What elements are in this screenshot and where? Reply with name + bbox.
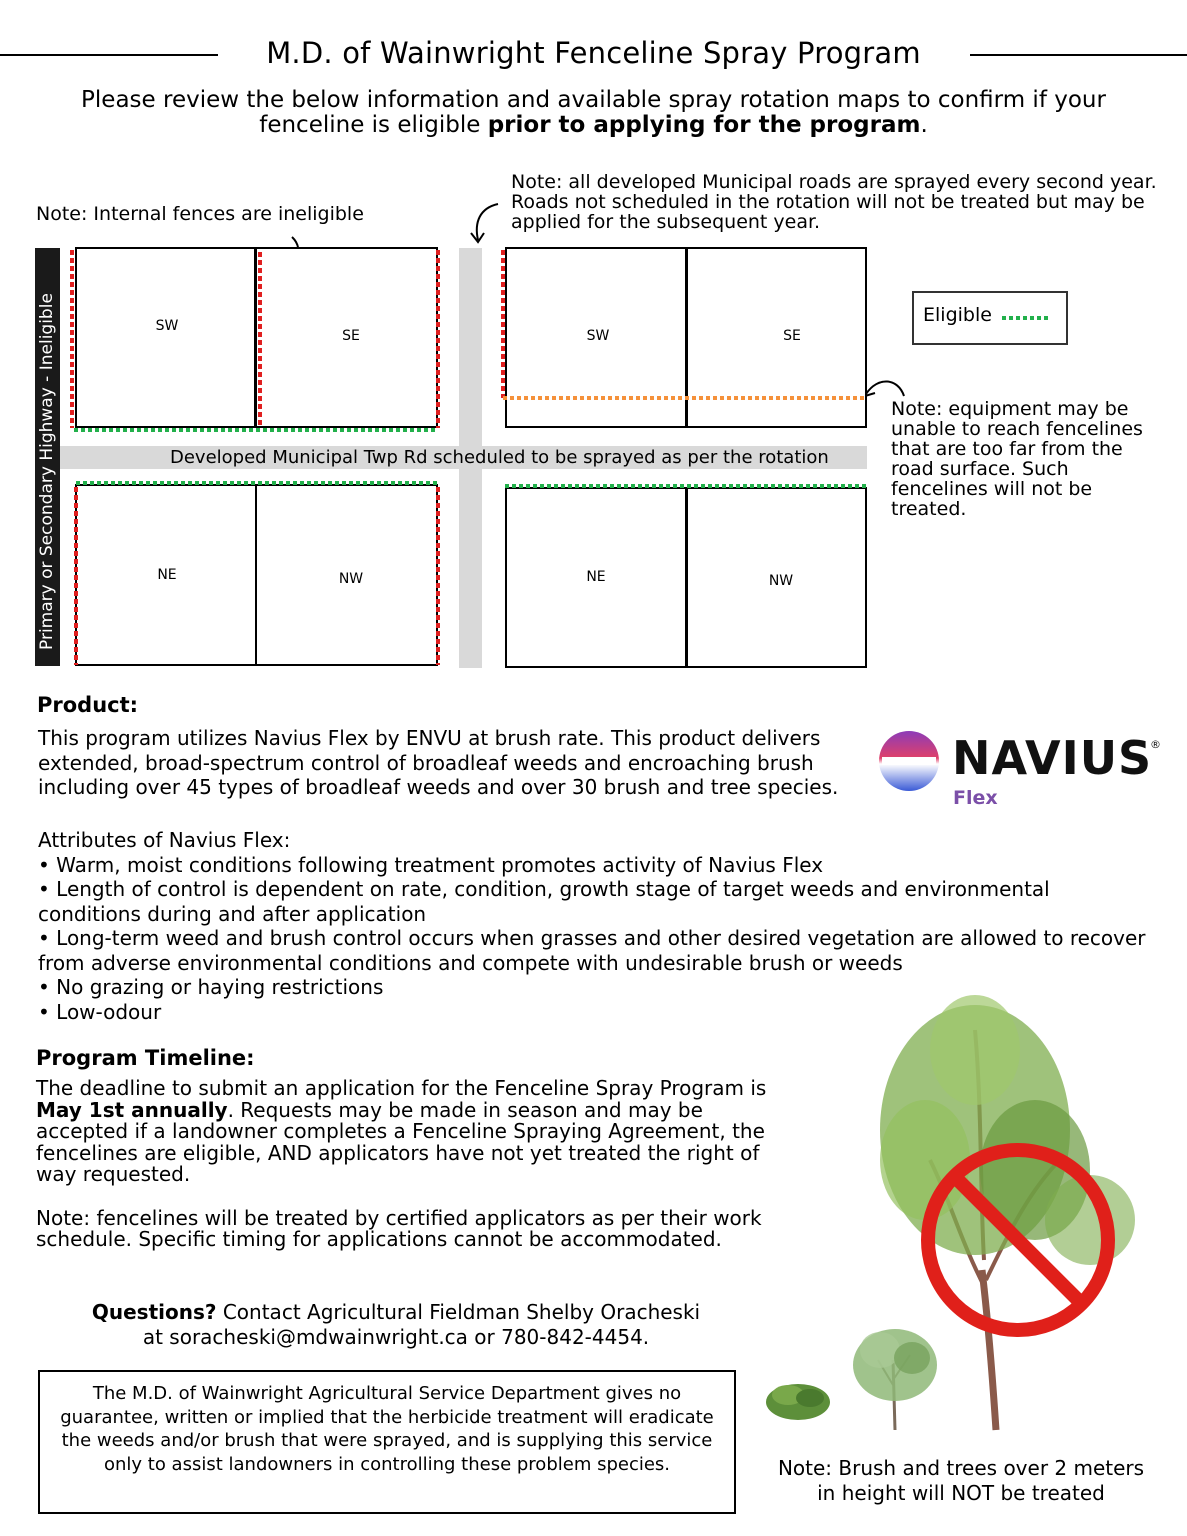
contact-line-1 [40,1300,752,1325]
ineligible-fence-internal [258,252,262,428]
contact-line-1-text: Contact Agricultural Fieldman Shelby Oracheski [216,1300,701,1324]
intro-bold: prior to applying for the program [487,112,921,138]
ineligible-fence-left-bottom [74,487,78,665]
questions-bold: Questions? [91,1300,217,1324]
intro-part1: Please review the below information and available spray rotation maps to confirm if your fenceline is eligible [81,87,1106,138]
deadline-bold: May 1st annually [36,1097,228,1122]
fence-right-bottom [685,487,688,668]
ineligible-fence-right-top [501,250,505,398]
navius-logo-word: NAVIUS [952,731,1153,785]
note-internal-fences: Note: Internal fences are ineligible [36,203,364,225]
legend-eligible-swatch [1002,316,1050,320]
eligible-fence-left-bottom [76,481,438,485]
attribute-item: • Length of control is dependent on rate, condition, growth stage of target weeds and environmental conditions during and after application [38,877,1050,926]
internal-fence-left-top [254,247,257,428]
ineligible-fence-left [70,250,74,428]
intro-text [40,88,1147,138]
fence-right-top [685,247,688,428]
highway-label: Primary or Secondary Highway - Ineligible [37,293,57,650]
ineligible-fence-right [436,250,440,428]
ineligible-fence-right-bottom [436,487,440,665]
disclaimer-box: The M.D. of Wainwright Agricultural Service Department gives no guarantee, written or implied that the herbicide treatment will eradicate the weeds and/or brush that were sprayed, and is supplying this service only to assist landowners in controlling these problem species. [38,1370,736,1514]
timeline-body [36,1078,796,1251]
eligible-fence-left-top [74,428,438,432]
attribute-item: • Low-odour [38,999,162,1024]
timeline-p1-part2: . Requests may be made in season and may be accepted if a landowner completes a Fenceline Spraying Agreement, the fencelines are eligible, AND applicators have not yet treated the right of way requested. [36,1097,765,1186]
road-label: Developed Municipal Twp Rd scheduled to be sprayed as per the rotation [170,447,829,468]
legend-box [912,291,1068,345]
quarter-label: SE [342,328,360,344]
quarter-label: NW [768,573,794,589]
contact-info [40,1300,752,1350]
eligible-fence-right-bottom [505,484,867,488]
attributes-heading: Attributes of Navius Flex: [38,828,291,852]
page-title: M.D. of Wainwright Fenceline Spray Program [266,36,921,70]
timeline-paragraph-2: Note: fencelines will be treated by certified applicators as per their work schedule. Specific timing for applications cannot be accommodated. [36,1205,762,1251]
intro-end: . [920,112,928,138]
quarter-label: SE [783,328,801,344]
quarter-label: NW [338,571,364,587]
quarter-label: NE [157,567,177,583]
attribute-item: • No grazing or haying restrictions [38,975,384,999]
medium-shrub-icon [853,1329,937,1430]
quarter-label: SW [155,318,179,334]
attribute-item: • Long-term weed and brush control occurs when grasses and other desired vegetation are allowed to recover from adverse environmental conditions and compete with undesirable brush or weeds [38,926,1146,975]
navius-logo-reg: ® [1150,738,1161,751]
tree-height-note: Note: Brush and trees over 2 meters in height will NOT be treated [777,1456,1145,1505]
trees-illustration [760,990,1170,1440]
timeline-p1-part1: The deadline to submit an application for the Fenceline Spray Program is [36,1076,767,1100]
navius-logo-flex: Flex [953,787,998,809]
legend-label: Eligible [923,304,992,326]
navius-logo-icon [878,730,940,792]
attribute-item: • Warm, moist conditions following treatment promotes activity of Navius Flex [38,852,824,877]
note-equipment: Note: equipment may be unable to reach fencelines that are too far from the road surface. Such fencelines will not be treated. [891,398,1143,520]
timeline-paragraph-1 [36,1078,796,1186]
fence-left-bottom [255,484,257,666]
quarter-label: NE [586,569,606,585]
quarter-label: SW [586,328,610,344]
note-municipal-roads: Note: all developed Municipal roads are sprayed every second year. Roads not scheduled in the rotation will not be treated but may be applied for the subsequent year. [511,171,1157,233]
arrow-roads-icon [466,200,502,246]
product-description: This program utilizes Navius Flex by ENVU at brush rate. This product delivers extended, broad-spectrum control of broadleaf weeds and encroaching brush including over 45 types of broadleaf weeds and over 30 brush and tree species. [38,726,839,799]
contact-line-2: at soracheski@mdwainwright.ca or 780-842-4454. [142,1325,650,1349]
unreachable-fence [503,396,866,400]
product-heading: Product: [37,693,139,717]
timeline-heading: Program Timeline: [36,1046,255,1070]
small-shrub-icon [766,1384,830,1420]
